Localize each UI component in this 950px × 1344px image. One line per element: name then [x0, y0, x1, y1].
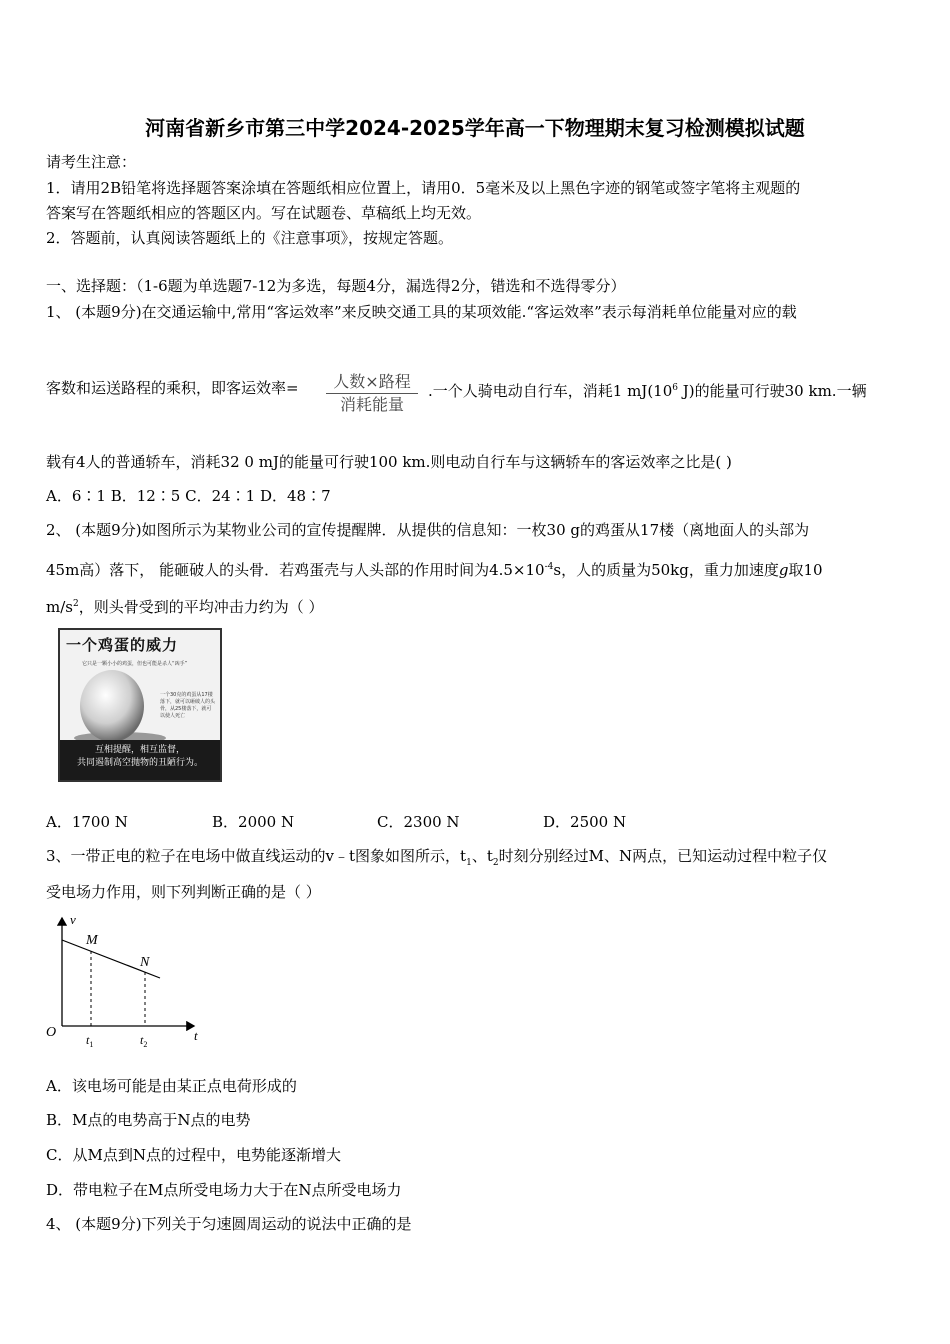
q3-line-1-c: 时刻分别经过M、N两点，已知运动过程中粒子仅 — [498, 847, 828, 865]
poster-title: 一个鸡蛋的威力 — [66, 636, 179, 654]
efficiency-fraction — [322, 372, 422, 415]
q2-line-2-a: 45m高）落下， 能砸破人的头骨．若鸡蛋壳与人头部的作用时间为4.5×10 — [46, 561, 545, 579]
q2-line-3 — [46, 594, 324, 617]
poster-footer-line-2: 共同遏制高空抛物的丑陋行为。 — [76, 758, 203, 768]
poster-subtitle: 它只是一颗小小的鸡蛋，但也可能是杀人“凶手” — [82, 661, 188, 667]
notice-item-2: 2．答题前，认真阅读答题纸上的《注意事项》，按规定答题。 — [46, 229, 454, 247]
q3-option-d: D．带电粒子在M点所受电场力大于在N点所受电场力 — [46, 1181, 402, 1199]
q4-line-1: 4、 (本题9分)下列关于匀速圆周运动的说法中正确的是 — [46, 1215, 412, 1233]
q3-option-a: A．该电场可能是由某正点电荷形成的 — [46, 1077, 297, 1095]
q1-line-2 — [46, 378, 299, 398]
page-title: 河南省新乡市第三中学2024-2025学年高一下物理期末复习检测模拟试题 — [145, 116, 805, 140]
v-label: v — [70, 912, 76, 927]
q1-exponent: 6 — [672, 383, 678, 393]
vt-graph — [40, 912, 220, 1052]
notice-heading: 请考生注意： — [46, 153, 137, 171]
q2-option-b: B．2000 N — [212, 813, 295, 831]
q3-option-c: C．从M点到N点的过程中，电势能逐渐增大 — [46, 1146, 341, 1164]
section-heading: 一、选择题：（1-6题为单选题7-12为多选，每题4分，漏选得2分，错选和不选得零分） — [46, 277, 626, 295]
q2-line-2-b: s，人的质量为50kg，重力加速度 — [553, 561, 779, 579]
q3-t1-sub: 1 — [466, 858, 472, 868]
q3-line-1 — [46, 846, 827, 873]
poster-footer-line-1: 互相提醒，相互监督， — [94, 745, 185, 755]
q1-line-2-b: .一个人骑电动自行车，消耗1 mJ(10 — [428, 382, 673, 400]
q2-line-3-a: m/s — [46, 598, 73, 616]
q1-line-2-c: J)的能量可行驶30 km.一辆 — [678, 382, 867, 400]
q2-line-2-c: 取10 — [788, 561, 823, 579]
notice-item-1-line-1: 1．请用2B铅笔将选择题答案涂填在答题纸相应位置上，请用0．5毫米及以上黑色字迹的钢笔或签字笔将主观题的 — [46, 179, 801, 197]
q2-option-c: C．2300 N — [377, 813, 460, 831]
q2-unit-exponent: 2 — [72, 599, 79, 609]
q1-line-3: 载有4人的普通轿车，消耗32 0 mJ的能量可行驶100 km.则电动自行车与这辆轿车的客运效率之比是( ) — [46, 453, 732, 471]
fraction-bar — [326, 393, 418, 394]
poster-note: 一个30克的鸡蛋从17楼落下，就可以砸破人的头骨，从25楼落下，就可以使人死亡 — [160, 692, 216, 719]
q3-option-b: B．M点的电势高于N点的电势 — [46, 1111, 251, 1129]
notice-item-1-line-2: 答案写在答题纸相应的答题区内。写在试题卷、草稿纸上均无效。 — [46, 204, 482, 222]
q2-line-3-b: ，则头骨受到的平均冲击力约为（ ） — [78, 598, 324, 616]
t2-label: $t_2$ — [140, 1033, 148, 1049]
q2-option-a: A．1700 N — [46, 813, 128, 831]
q3-line-1-b: 、t — [471, 847, 493, 865]
fraction-denominator: 消耗能量 — [339, 395, 404, 414]
q1-options: A．6∶1 B．12∶5 C．24∶1 D．48∶7 — [46, 487, 331, 505]
q2-line-1: 2、 (本题9分)如图所示为某物业公司的宣传提醒牌．从提供的信息知：一枚30 g的鸡蛋从17楼（离地面人的头部为 — [46, 521, 810, 539]
q1-line-2-rest — [428, 378, 867, 401]
q2-exponent: -4 — [544, 562, 554, 572]
fraction-numerator: 人数×路程 — [333, 372, 411, 391]
t1-label: $t_1$ — [86, 1033, 94, 1049]
egg-shape — [80, 670, 144, 742]
q3-t2-sub: 2 — [492, 858, 499, 868]
q1-line-2-a: 客数和运送路程的乘积，即客运效率= — [46, 379, 299, 397]
origin-label: O — [46, 1025, 57, 1040]
poster-footer — [60, 740, 220, 780]
q2-g-symbol: g — [778, 561, 789, 579]
q2-line-2 — [46, 557, 823, 580]
q3-line-2: 受电场力作用，则下列判断正确的是（ ） — [46, 883, 321, 901]
safety-poster-image — [58, 628, 222, 782]
point-n-label: N — [140, 955, 150, 970]
point-m-label: M — [86, 933, 98, 948]
q1-line-1: 1、 (本题9分)在交通运输中,常用“客运效率”来反映交通工具的某项效能.“客运效率”表示每消耗单位能量对应的载 — [46, 303, 797, 321]
q2-option-d: D．2500 N — [543, 813, 627, 831]
t-label: t — [194, 1028, 198, 1043]
q3-line-1-a: 3、一带正电的粒子在电场中做直线运动的v﹣t图象如图所示，t — [46, 847, 467, 865]
